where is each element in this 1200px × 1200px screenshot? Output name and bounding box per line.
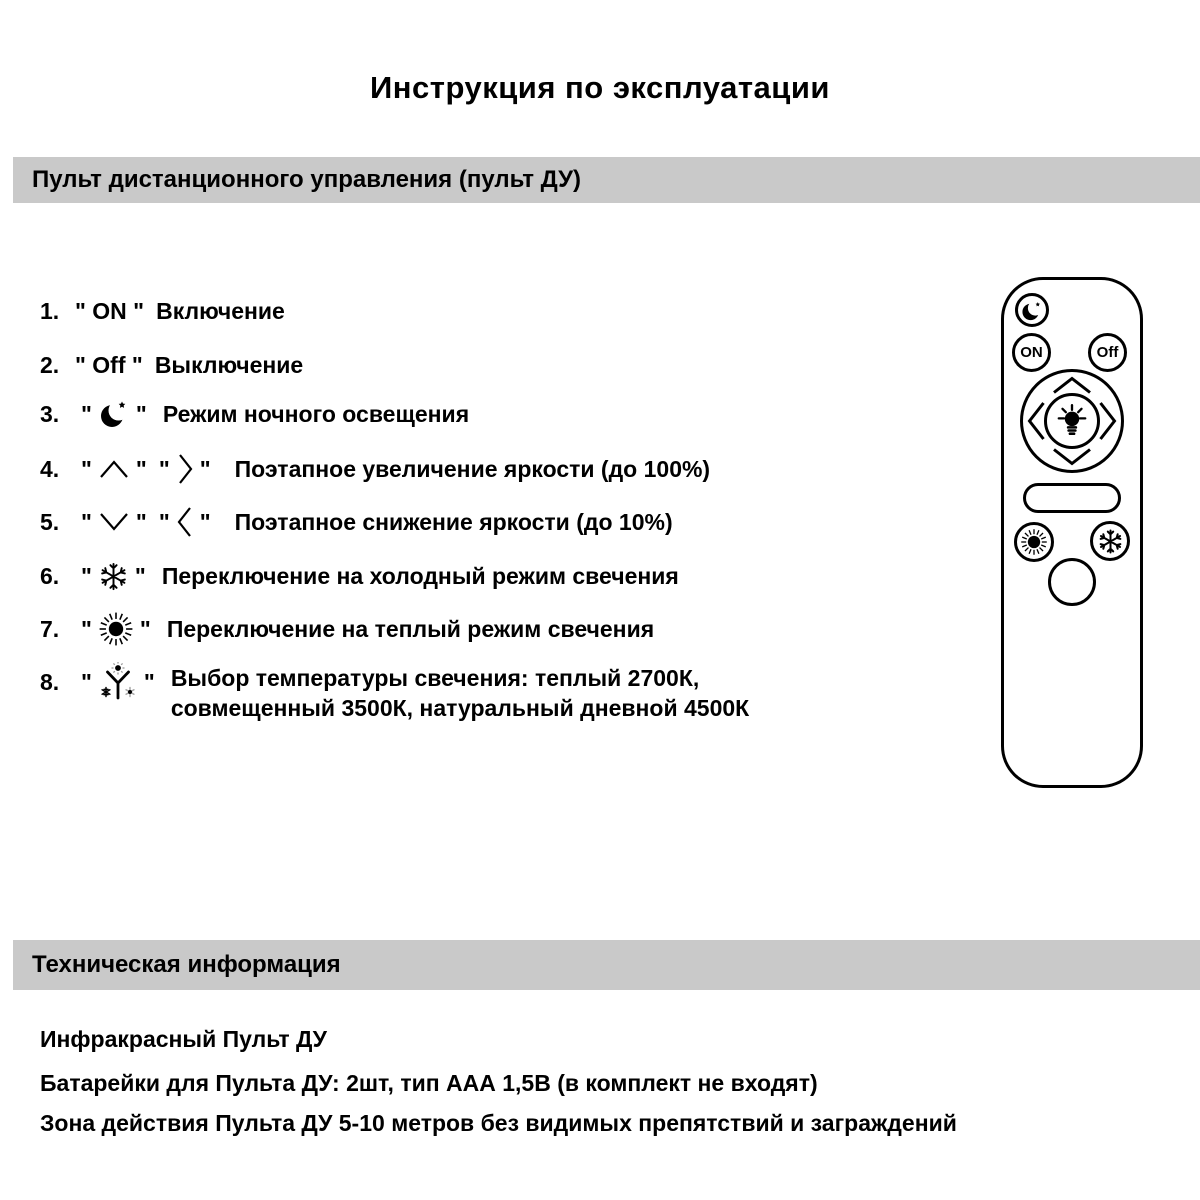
- item-label: Включение: [156, 297, 285, 324]
- chevron-right-icon: [176, 452, 194, 486]
- tech-line-1: Инфракрасный Пульт ДУ: [40, 1026, 327, 1052]
- chevron-down-icon: [98, 511, 130, 533]
- remote-round-button: [1048, 558, 1096, 606]
- quote: ": [158, 508, 170, 535]
- item-number: 4.: [40, 455, 60, 482]
- item-label-line1: Выбор температуры свечения: теплый 2700К,: [170, 665, 700, 691]
- temperature-select-icon: [98, 663, 138, 701]
- remote-night-mode-button: [1015, 293, 1049, 327]
- remote-cold-mode-button: [1090, 521, 1130, 561]
- item-label: [171, 663, 749, 723]
- item-label: Режим ночного освещения: [162, 400, 470, 427]
- quote: ": [135, 400, 147, 427]
- quote: ": [199, 508, 211, 535]
- quote: ": [81, 615, 92, 642]
- quote: ": [135, 508, 147, 535]
- quote: ": [81, 508, 92, 535]
- quote: ": [158, 455, 170, 482]
- instruction-item-4: [40, 451, 710, 487]
- instruction-item-2: [40, 347, 303, 383]
- instruction-item-1: [40, 293, 285, 329]
- item-label: Выключение: [154, 351, 304, 378]
- chevron-left-icon: [176, 505, 194, 539]
- quote: ": [135, 455, 147, 482]
- quote: ": [134, 562, 146, 589]
- section-banner-tech-label: Техническая информация: [32, 951, 341, 978]
- item-number: 2.: [40, 351, 60, 378]
- moon-icon: [1021, 299, 1044, 322]
- remote-control-illustration: [1001, 277, 1143, 788]
- tech-line-3: Зона действия Пульта ДУ 5-10 метров без видимых препятствий и заграждений: [40, 1110, 957, 1136]
- quote: ": [81, 562, 92, 589]
- snowflake-icon: [1097, 528, 1124, 555]
- remote-main-pill-button: [1023, 483, 1121, 513]
- item-number: 3.: [40, 400, 60, 427]
- quote: ": [199, 455, 211, 482]
- remote-on-label: ON: [1020, 344, 1043, 361]
- remote-off-button: [1088, 333, 1127, 372]
- page-title: Инструкция по эксплуатации: [370, 70, 830, 105]
- light-bulb-icon: [1056, 403, 1088, 439]
- tech-line-2: Батарейки для Пульта ДУ: 2шт, тип ААА 1,5В (в комплект не входят): [40, 1070, 818, 1096]
- quote: ": [81, 455, 92, 482]
- on-key-text: " ON ": [75, 297, 145, 324]
- snowflake-icon: [98, 561, 129, 592]
- item-label: Поэтапное снижение яркости (до 10%): [234, 508, 673, 535]
- moon-icon: [98, 398, 130, 430]
- instruction-item-7: [40, 611, 654, 647]
- warm-sun-icon: [98, 611, 134, 647]
- quote: ": [143, 668, 155, 695]
- item-number: 6.: [40, 562, 60, 589]
- section-banner-remote-label: Пульт дистанционного управления (пульт ДУ): [32, 166, 581, 193]
- quote: ": [139, 615, 151, 642]
- warm-sun-icon: [1020, 528, 1048, 556]
- remote-warm-mode-button: [1014, 522, 1054, 562]
- remote-dpad-center-button: [1044, 393, 1100, 449]
- remote-on-button: [1012, 333, 1051, 372]
- section-banner-tech: [13, 940, 1200, 990]
- instruction-item-6: [40, 558, 679, 594]
- item-label: Переключение на теплый режим свечения: [166, 615, 655, 642]
- item-label: Переключение на холодный режим свечения: [161, 562, 679, 589]
- chevron-up-icon: [98, 458, 130, 480]
- item-label-line2: совмещенный 3500К, натуральный дневной 4500К: [170, 695, 750, 721]
- instruction-item-3: [40, 396, 469, 432]
- item-number: 8.: [40, 668, 60, 695]
- item-number: 7.: [40, 615, 60, 642]
- instruction-item-8: [40, 663, 750, 721]
- off-key-text: " Off ": [75, 351, 143, 378]
- quote: ": [81, 400, 92, 427]
- item-number: 1.: [40, 297, 60, 324]
- instruction-item-5: [40, 504, 673, 540]
- item-label: Поэтапное увеличение яркости (до 100%): [234, 455, 711, 482]
- item-number: 5.: [40, 508, 60, 535]
- quote: ": [81, 668, 92, 695]
- remote-off-label: Off: [1096, 344, 1119, 361]
- section-banner-remote: [13, 157, 1200, 203]
